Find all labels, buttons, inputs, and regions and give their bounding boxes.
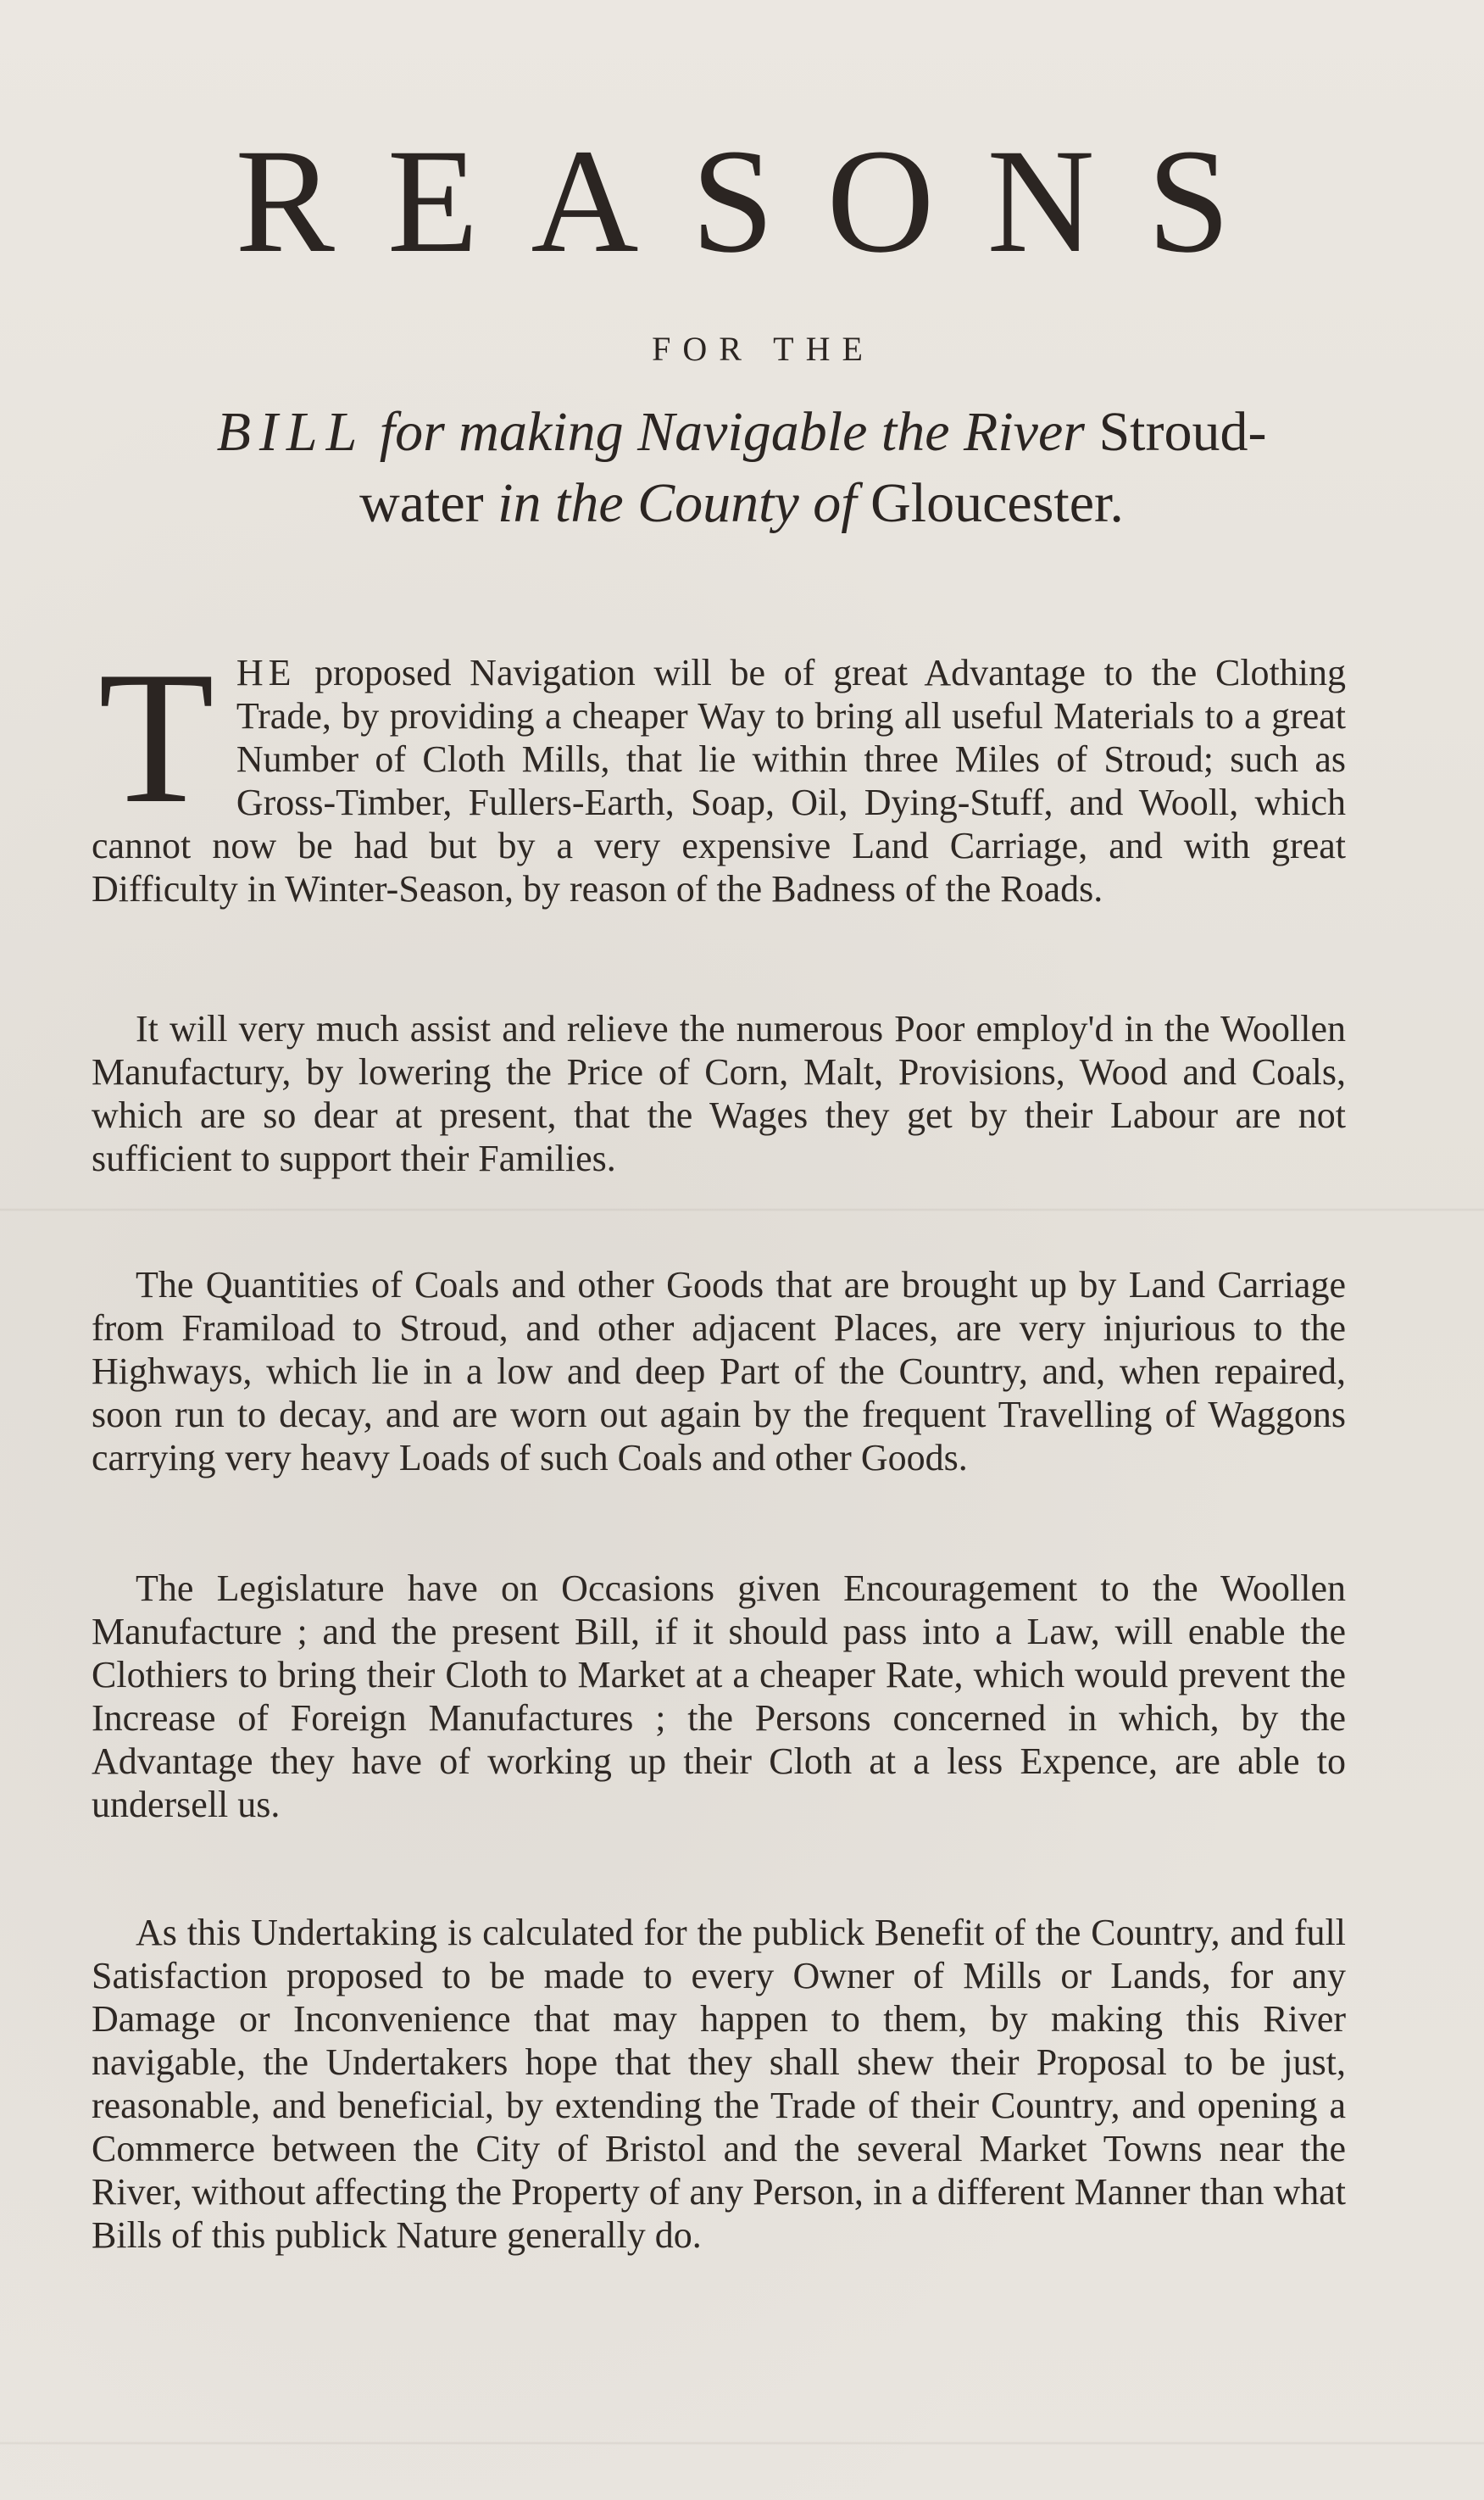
paper-fold-line <box>0 1208 1484 1211</box>
heading-river-name-2: water <box>359 472 484 534</box>
document-heading <box>85 397 1398 539</box>
paragraph-3-text: The Quantities of Coals and other Goods that are brought up by Land Carriage from Framiload to Stroud, and other adjacent Places, are very injurious to the Highways, which lie in a low and deep Part of the Country, and, when repaired, soon run to decay, and are worn out again by the frequent Travelling of Waggons carrying very heavy Loads of such Coals and other Goods. <box>92 1264 1346 1478</box>
paragraph-1-lead: HE <box>236 652 297 693</box>
heading-bill: BILL <box>216 401 366 463</box>
heading-in-the-county: in the County of <box>497 472 857 534</box>
paragraph-1 <box>92 632 1346 910</box>
document-subtitle: FOR THE <box>652 330 875 368</box>
heading-county: Gloucester. <box>870 472 1124 534</box>
paragraph-4-text: The Legislature have on Occasions given Encouragement to the Woollen Manufacture ; and the present Bill, if it should pass into a Law, will enable the Clothiers to bring their Cloth to Market at a cheaper Rate, which would prevent the Increase of Foreign Manufactures ; the Persons concerned in which, by the Advantage they have of working up their Cloth at a less Expence, are able to undersell us. <box>92 1567 1346 1825</box>
paragraph-2 <box>92 1007 1346 1180</box>
heading-river-name-1: Stroud- <box>1098 401 1267 463</box>
paragraph-3 <box>92 1263 1346 1479</box>
paper-fold-line <box>0 2442 1484 2445</box>
paragraph-2-text: It will very much assist and relieve the numerous Poor employ'd in the Woollen Manufactury, by lowering the Price of Corn, Malt, Provisions, Wood and Coals, which are so dear at present, that the Wages they get by their Labour are not sufficient to support their Families. <box>92 1008 1346 1179</box>
paragraph-5-text: As this Undertaking is calculated for the publick Benefit of the Country, and full Satisfaction proposed to be made to every Owner of Mills or Lands, for any Damage or Inconvenience that may happen to them, by making this River navigable, the Undertakers hope that they shall shew their Proposal to be just, reasonable, and beneficial, by extending the Trade of their Country, and opening a Commerce between the City of Bristol and the several Market Towns near the River, without affecting the Property of any Person, in a different Manner than what Bills of this publick Nature generally do. <box>92 1912 1346 2256</box>
document-title: REASONS <box>235 119 1283 284</box>
paragraph-1-text: proposed Navigation will be of great Advantage to the Clothing Trade, by providing a cheaper Way to bring all useful Materials to a great Number of Cloth Mills, that lie within three Miles of Stroud; such as Gross-Timber, Fullers-Earth, Soap, Oil, Dying-Stuff, and Wooll, which cannot now be had but by a very expensive Land Carriage, and with great Difficulty in Winter-Season, by reason of the Badness of the Roads. <box>92 652 1346 910</box>
paragraph-5 <box>92 1911 1346 2257</box>
drop-cap: T <box>98 632 214 843</box>
paragraph-4 <box>92 1567 1346 1826</box>
heading-for-making: for making Navigable the River <box>379 401 1085 463</box>
